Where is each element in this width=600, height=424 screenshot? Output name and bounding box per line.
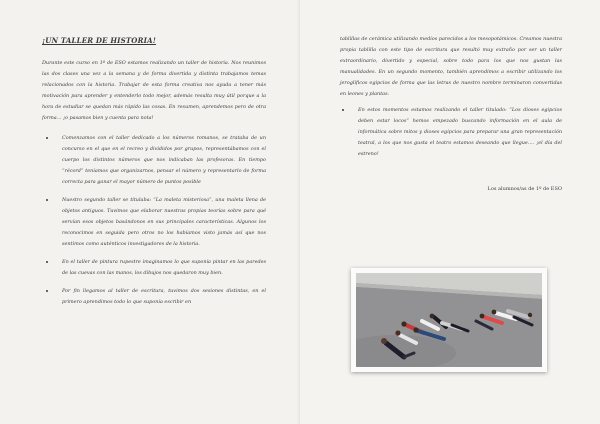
list-item: • Nuestro segundo taller se titulaba: “La maleta misteriosa”, una maleta llena de objetos antiguos. Tuvimos que elaborar nuestras propias teorías sobre para qué servían esos objetos basándonos en sus principales características. Algunos los reconocimos en seguida pero otros no los habíamos visto jamás así que nos sentimos como auténticos investigadores de la historia. bbox=[56, 194, 266, 250]
current-workshop-list bbox=[340, 104, 562, 160]
list-item: • En el taller de pintura rupestre imaginamos lo que suponía pintar en las paredes de las cuevas con las manos, los dibujos nos quedaron muy bien. bbox=[56, 256, 266, 279]
list-item: • Por fin llegamos al taller de escritura, tuvimos dos sesiones distintas, en el primero aprendimos todo lo que suponía escribir en bbox=[56, 285, 266, 308]
students-photo bbox=[356, 273, 542, 367]
workshop-list bbox=[42, 132, 266, 308]
list-item: • Comenzamos con el taller dedicado a los números romanos, se trataba de un concurso en el que en el recreo y divididos por grupos, representábamos con el cuerpo los distintos números que nos indicaban las profesoras. En tiempo “récord” teníamos que organizarnos, pensar el número y representarlo de forma correcta para ganar el mayor número de puntos posible bbox=[56, 132, 266, 188]
article-title: ¡UN TALLER DE HISTORIA! bbox=[42, 36, 156, 45]
list-item: • En estos momentos estamos realizando el taller titulado: “Los dioses egipcios deben estar locos” hemos empezado buscando información en el aula de informática sobre mitos y dioses egipcios para preparar una gran representación teatral, a los que nos gusta el teatro estamos deseando que llegue…. ¡el día del estreno! bbox=[352, 104, 562, 160]
continued-paragraph: tablillas de cerámica utilizando medios parecidos a los mesopotámicos. Creamos nuestra propia tablilla con este tipo de escritura que resultó muy extraño por ser un taller extraordinario, divertido y especial, sobre todo para los que nos gustan las manualidades. En un segundo momento, también aprendimos a escribir utilizando los jeroglíficos egipcios de forma que las letras de nuestro nombre terminaron convertidas en leones y plantas. bbox=[340, 36, 562, 97]
right-page bbox=[300, 0, 600, 424]
signature: Los alumnos/as de 1º de ESO bbox=[487, 186, 562, 192]
intro-paragraph: Durante este curso en 1º de ESO estamos realizando un taller de historia. Nos reunimos las dos clases una vez a la semana y de forma divertida y distinta trabajamos temas relacionados con la historia. Trabajar de esta forma creativa nos ayuda a tener más motivación para aprender y entenderlo todo mejor, además resulta muy útil porque a la hora de estudiar se quedan más rápido las cosas. En resumen, aprendemos pero de otra forma… ¡o pasamos bien y cuenta para nota! bbox=[42, 60, 266, 121]
photo-frame bbox=[351, 268, 547, 372]
